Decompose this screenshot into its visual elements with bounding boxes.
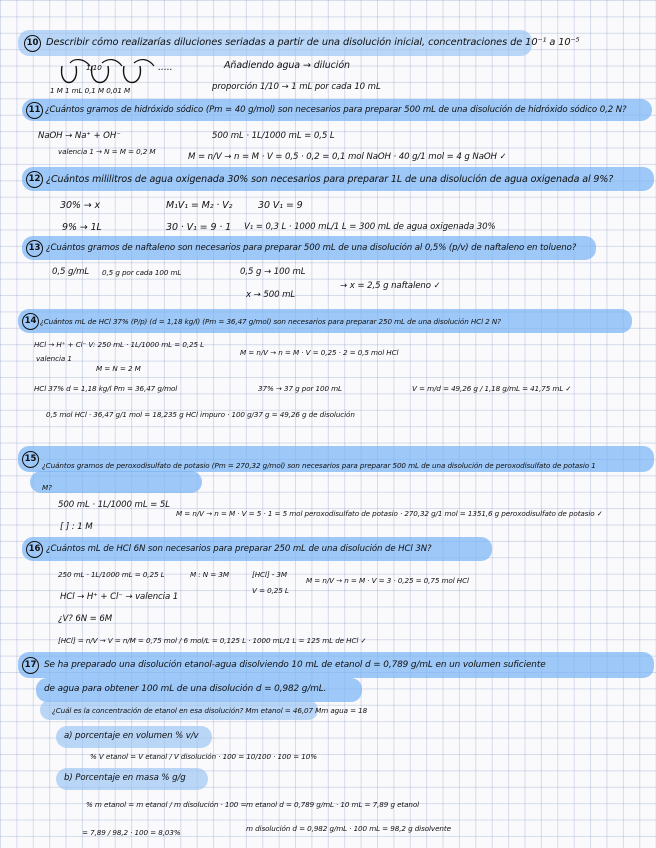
q15-question: ¿Cuántos gramos de peroxodisulfato de potasio (Pm = 270,32 g/mol) son necesarios para preparar 500 mL de una disolución de peroxodisulfato de potasio 1 M? [42,461,596,492]
q11-line2: valencia 1 → N = M = 0,2 M [58,147,156,156]
q15-line1: 500 mL · 1L/1000 mL = 5L [58,500,170,510]
q12-line1a: 30% → x [60,200,101,211]
q14-line5: 0,5 mol HCl · 36,47 g/1 mol = 18,235 g HCl impuro · 100 g/37 g = 49,26 g de disolución [46,410,355,419]
q10-line1: Añadiendo agua → dilución [224,60,350,71]
q14-line4a: HCl 37% d = 1,18 kg/l Pm = 36,47 g/mol [34,384,178,393]
q17-question-1: Se ha preparado una disolución etanol-agua disolviendo 10 mL de etanol d = 0,789 g/mL en un volumen suficiente [44,660,546,670]
q16-line1c: [HCl] - 3M [252,570,287,579]
q17-b-line2b: m disolución d = 0,982 g/mL · 100 mL = 98,2 g disolvente [246,824,451,833]
q17-b-line1: % m etanol = m etanol / m disolución · 100 = [86,800,247,809]
q12-line1b: M₁V₁ = M₂ · V₂ [166,200,233,211]
q17-question-2: de agua para obtener 100 mL de una disolución d = 0,982 g/mL. [44,684,327,694]
q14-question: ¿Cuántos mL de HCl 37% (P/p) (d = 1,18 kg/l) (Pm = 36,47 g/mol) son necesarios para preparar 250 mL de una disolución HCl 2 N? [40,317,501,326]
q10-sketch-labels: 1 M 1 mL 0,1 M 0,01 M [50,86,131,95]
q12-number: 12 [26,171,43,188]
q16-line1e: M = n/V → n = M · V = 3 · 0,25 = 0,75 mol HCl [306,576,469,585]
q13-line1a: 0,5 g/mL [52,267,90,277]
q11-line3: M = n/V → n = M · V = 0,5 · 0,2 = 0,1 mol NaOH · 40 g/1 mol = 4 g NaOH ✓ [188,152,507,162]
q17-b-line1b: m etanol d = 0,789 g/mL · 10 mL = 7,89 g etanol [246,800,420,809]
q10-number: 10 [24,35,41,52]
q12-line2a: 9% → 1L [62,222,102,233]
q13-question: ¿Cuántos gramos de naftaleno son necesarios para preparar 500 mL de una disolución al 0,5% (p/v) de naftaleno en tolueno? [46,243,577,253]
q16-line3: ¿V? 6N = 6M [58,614,113,624]
q11-line1b: 500 mL · 1L/1000 mL = 0,5 L [212,131,335,141]
q12-line2c: V₁ = 0,3 L · 1000 mL/1 L = 300 mL de agua oxigenada 30% [244,222,496,232]
q11-number: 11 [26,102,43,119]
q17-b-label: b) Porcentaje en masa % g/g [64,773,186,783]
q10-line2: proporción 1/10 → 1 mL por cada 10 mL [212,82,381,92]
q17-b-line2: = 7,89 / 98,2 · 100 = 8,03% [82,828,181,837]
q17-a-label: a) porcentaje en volumen % v/v [64,731,199,741]
q13-line1b: 0,5 g por cada 100 mL [102,268,182,277]
q14-number: 14 [22,313,39,330]
q15-number: 15 [22,451,39,468]
q11-question: ¿Cuántos gramos de hidróxido sódico (Pm = 40 g/mol) son necesarios para preparar 500 mL de una disolución de hidróxido sódico 0,2 N? [45,105,627,115]
q16-line1b: M : N = 3M [190,570,229,579]
q14-line4b: 37% → 37 g por 100 mL [258,384,342,393]
q12-line2b: 30 · V₁ = 9 · 1 [166,222,232,233]
q13-number: 13 [26,240,43,257]
q14-line4c: V = m/d = 49,26 g / 1,18 g/mL = 41,75 mL ✓ [412,384,572,393]
q16-question: ¿Cuántos mL de HCl 6N son necesarios para preparar 250 mL de una disolución de HCl 3N? [46,544,432,554]
q13-line2b: → x = 2,5 g naftaleno ✓ [340,281,441,291]
q11-line1: NaOH → Na⁺ + OH⁻ [38,131,121,141]
q10-sketch-ratio: 1/10 [86,63,102,72]
q16-number: 16 [26,541,43,558]
q16-line4: [HCl] = n/V → V = n/M = 0,75 mol / 6 mol/L = 0,125 L · 1000 mL/1 L = 125 mL de HCl ✓ [58,636,367,645]
q17-a-calc: % V etanol = V etanol / V disolución · 100 = 10/100 · 100 = 10% [90,752,317,761]
q14-line1: HCl → H⁺ + Cl⁻ V: 250 mL · 1L/1000 mL = 0,25 L [34,340,205,349]
q14-line3: M = N = 2 M [96,364,141,373]
q16-line2: HCl → H⁺ + Cl⁻ → valencia 1 [60,592,179,602]
q10-question: Describir cómo realizarías diluciones seriadas a partir de una disolución inicial, concentraciones de 10⁻¹ a 10⁻⁵ [46,37,580,48]
q15-line3: M = n/V → n = M · V = 5 · 1 = 5 mol peroxodisulfato de potasio · 270,32 g/1 mol = 1351,6 g peroxodisulfato de potasio ✓ [176,509,603,518]
q12-line1c: 30 V₁ = 9 [258,200,303,211]
q13-line2: x → 500 mL [246,290,296,300]
q12-question: ¿Cuántos mililitros de agua oxigenada 30% son necesarios para preparar 1L de una disolución de agua oxigenada al 9%? [46,174,614,185]
q17-subquestion: ¿Cuál es la concentración de etanol en esa disolución? Mm etanol = 46,07 Mm agua = 18 [52,706,368,715]
q17-number: 17 [22,657,39,674]
q16-line1d: V = 0,25 L [252,586,289,595]
q15-line2: [ ] : 1 M [60,522,93,532]
q14-line1b: M = n/V → n = M · V = 0,25 · 2 = 0,5 mol HCl [240,348,399,357]
q13-line1c: 0,5 g → 100 mL [240,267,306,277]
q14-line2: valencia 1 [36,354,72,363]
q10-dots: ..... [158,62,173,73]
q16-line1: 250 mL · 1L/1000 mL = 0,25 L [58,570,165,579]
